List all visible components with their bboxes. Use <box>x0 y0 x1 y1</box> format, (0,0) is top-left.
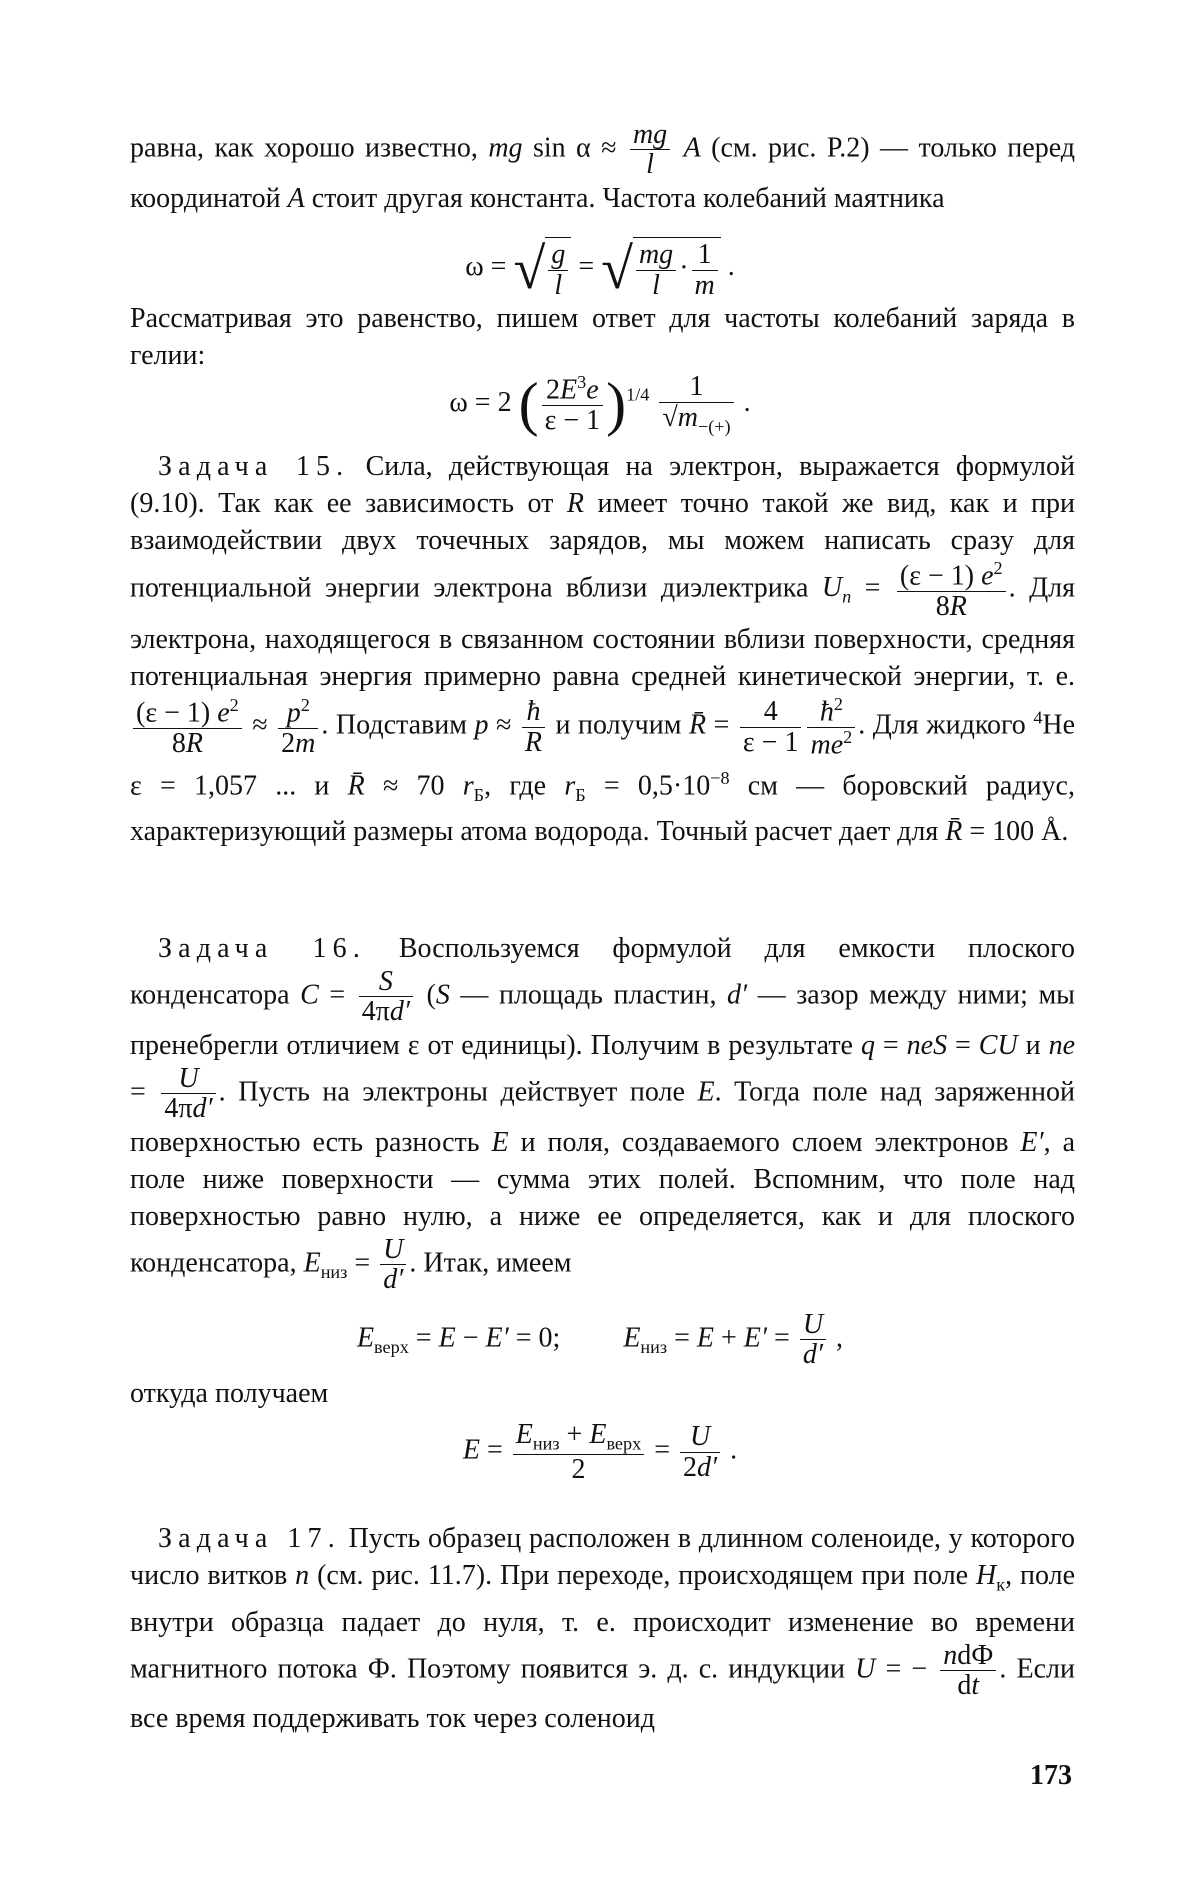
paragraph-helium: Рассматривая это равенство, пишем ответ для частоты колебаний заряда в гелии: <box>130 303 1075 371</box>
paragraph-whence: откуда получаем <box>130 1378 329 1409</box>
equation-omega-charge: ω = 2 ( $\frac{2E^3e}{\varepsilon - 1}$ )$^{1/4}$ $\frac{1}{√m_{-(+)}}$ . <box>449 371 751 437</box>
paragraph-pendulum: равна, как хорошо известно, mg sin α ≈ $\frac{mg}{l}$ A (см. рис. P.2) — только перед координатой A стоит другая константа. Частота колебаний маятника <box>130 119 1076 214</box>
problem-17: Задача 17. Пусть образец расположен в длинном соленоиде, у которого число витков n (см. рис. 11.7). При переходе, происходящем при поле $H_к$, поле внутри образца падает до нуля, т. е. происходит изменение во времени магнитного потока Ф. Поэтому появится э. д. с. индукции U = − $\frac{\text{ndФ}}{dt}$ . Если все время поддерживать ток через соленоид <box>130 1523 1076 1735</box>
equation-field-E: E = $\frac{E_{низ} + E_{верх}}{2}$ = $\frac{U}{2d'}$ . <box>462 1419 738 1485</box>
equation-fields: $E_{верх} = E - E' = 0$; $E_{низ} = E + E'$ = $\frac{U}{d'}$ , <box>356 1309 844 1371</box>
equation-omega-pendulum: ω = √ $\frac{g}{l}$ = √ $\frac{mg}{l}$ · $\frac{1}{m}$ . <box>465 236 735 301</box>
problem-16: Задача 16. Воспользуемся формулой для емкости плоского конденсатора C = $\frac{S}{4\pi d'}$ (S — площадь пластин, d′ — зазор между ними; мы пренебрегли отличием ε от единицы). Получим в результате q = neS = CU и ne = $\frac{U}{4\pi d'}$ . Пусть на электроны действует поле E. Тогда поле над заряженной поверхностью есть разность E и поля, создаваемого слоем электронов E′, а поле ниже поверхности — сумма этих полей. Вспомним, что поле над поверхностью равно нулю, а ниже ее определяется, как и для плоского конденсатора, $E_{низ}$ = $\frac{U}{d'}$ . Итак, имеем <box>130 933 1076 1295</box>
page-number: 173 <box>1030 1760 1072 1791</box>
problem-15: Задача 15. Сила, действующая на электрон, выражается формулой (9.10). Так как ее зависимость от R имеет точно такой же вид, как и при взаимодействии двух точечных зарядов, мы можем написать сразу для потенциальной энергии электрона вблизи диэлектрика $U_n$ = $\frac{(\varepsilon - 1) e^2}{8R}$ . Для электрона, находящегося в связанном состоянии вблизи поверхности, средняя потенциальная энергия примерно равна средней кинетической энергии, т. е. $\frac{(\varepsilon - 1) e^2}{8R}$ ≈ $\frac{p^2}{2m}$ . Подставим p ≈ $\frac{ħ}{R}$ и получим R̄ = $\frac{4}{\varepsilon - 1}$ $\frac{ħ^2}{me^2}$ . Для жидкого $^4$He ε = 1,057 ... и R̄ ≈ 70 $r_Б$, где $r_Б = 0,5\cdot 10^{-8}$ см — боровский радиус, характеризующий размеры атома водорода. Точный расчет дает для R̄ = 100 Å. <box>130 451 1076 848</box>
